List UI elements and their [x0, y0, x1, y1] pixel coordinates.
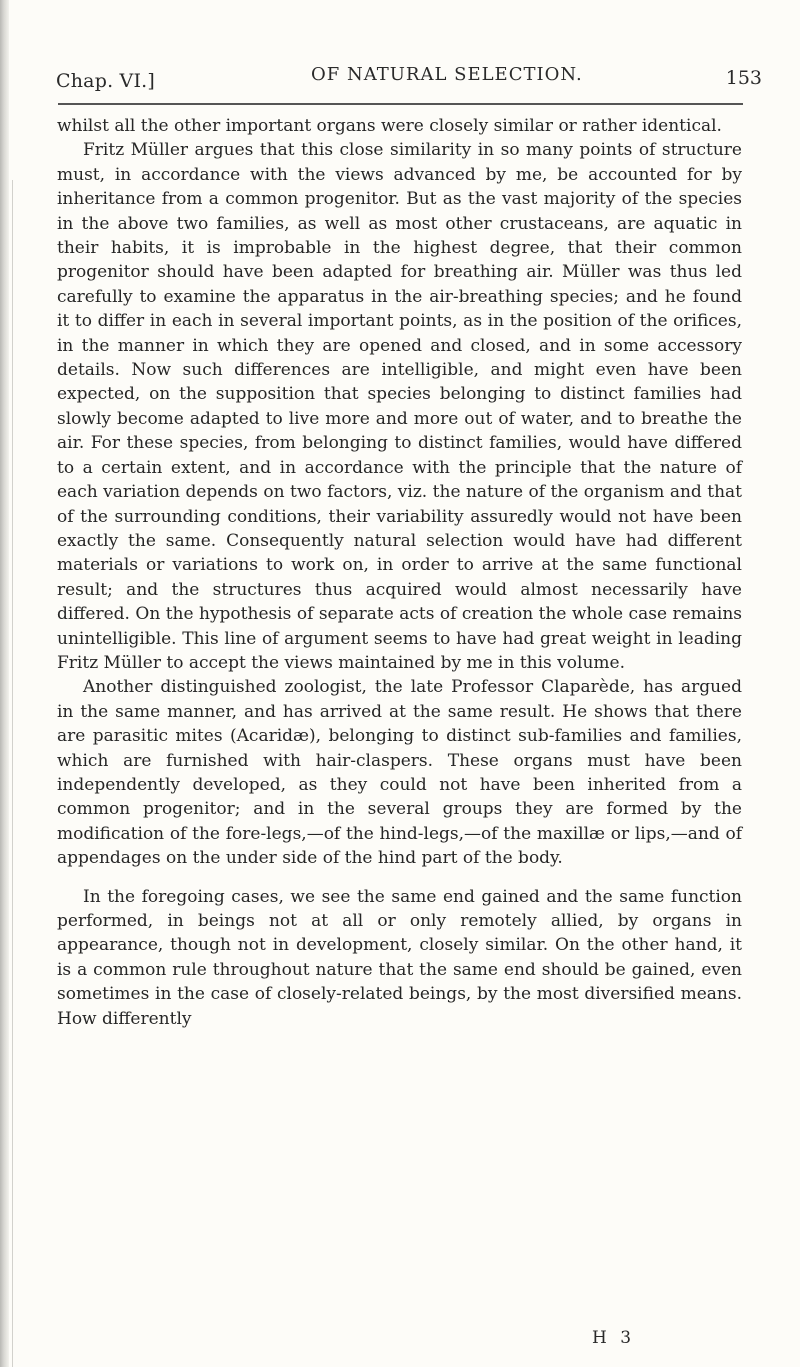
page-binding-line [12, 180, 13, 1367]
signature-mark: H 3 [592, 1328, 636, 1348]
body-text [57, 114, 742, 1031]
page-binding-edge [0, 0, 9, 1367]
paragraph-continuation: whilst all the other important organs were closely similar or rather identical. [57, 116, 722, 136]
header-rule [58, 103, 743, 105]
paragraph-foregoing-cases: In the foregoing cases, we see the same end gained and the same function performed, in beings not at all or only remotely allied, by organs in appearance, though not in development, closely similar. On the other hand, it is a common rule throughout nature that the same end should be gained, even sometimes in the case of closely-related beings, by the most diversified means. How differently [57, 886, 742, 1029]
section-title: OF NATURAL SELECTION. [311, 64, 583, 85]
running-head [56, 64, 762, 98]
paragraph-claparede: Another distinguished zoologist, the late Professor Claparède, has argued in the same manner, and has arrived at the same result. He shows that there are parasitic mites (Acaridæ), belonging to distinct sub-families and families, which are furnished with hair-claspers. These organs must have been independently developed, as they could not have been inherited from a common progenitor; and in the several groups they are formed by the modification of the fore-legs,—of the hind-legs,—of the maxillæ or lips,—and of appendages on the under side of the hind part of the body. [57, 677, 742, 869]
page-number: 153 [725, 67, 762, 89]
chapter-label: Chap. VI.] [56, 70, 156, 92]
paragraph-muller: Fritz Müller argues that this close similarity in so many points of structure must, in accordance with the views advanced by me, be accounted for by inheritance from a common progenitor. But as the vast majority of the species in the above two families, as well as most other crustaceans, are aquatic in their habits, it is improbable in the highest degree, that their common progenitor should have been adapted for breathing air. Müller was thus led carefully to examine the apparatus in the air-breathing species; and he found it to differ in each in several important points, as in the position of the orifices, in the manner in which they are opened and closed, and in some accessory details. Now such differences are intelligible, and might even have been expected, on the supposition that species belonging to distinct families had slowly become adapted to live more and more out of water, and to breathe the air. For these species, from belonging to distinct families, would have differed to a certain extent, and in accordance with the principle that the nature of each variation depends on two factors, viz. the nature of the organism and that of the surrounding conditions, their variability assuredly would not have been exactly the same. Consequently natural selection would have had different materials or variations to work on, in order to arrive at the same functional result; and the structures thus acquired would almost necessarily have differed. On the hypothesis of separate acts of creation the whole case remains unintelligible. This line of argument seems to have had great weight in leading Fritz Müller to accept the views maintained by me in this volume. [57, 140, 742, 673]
